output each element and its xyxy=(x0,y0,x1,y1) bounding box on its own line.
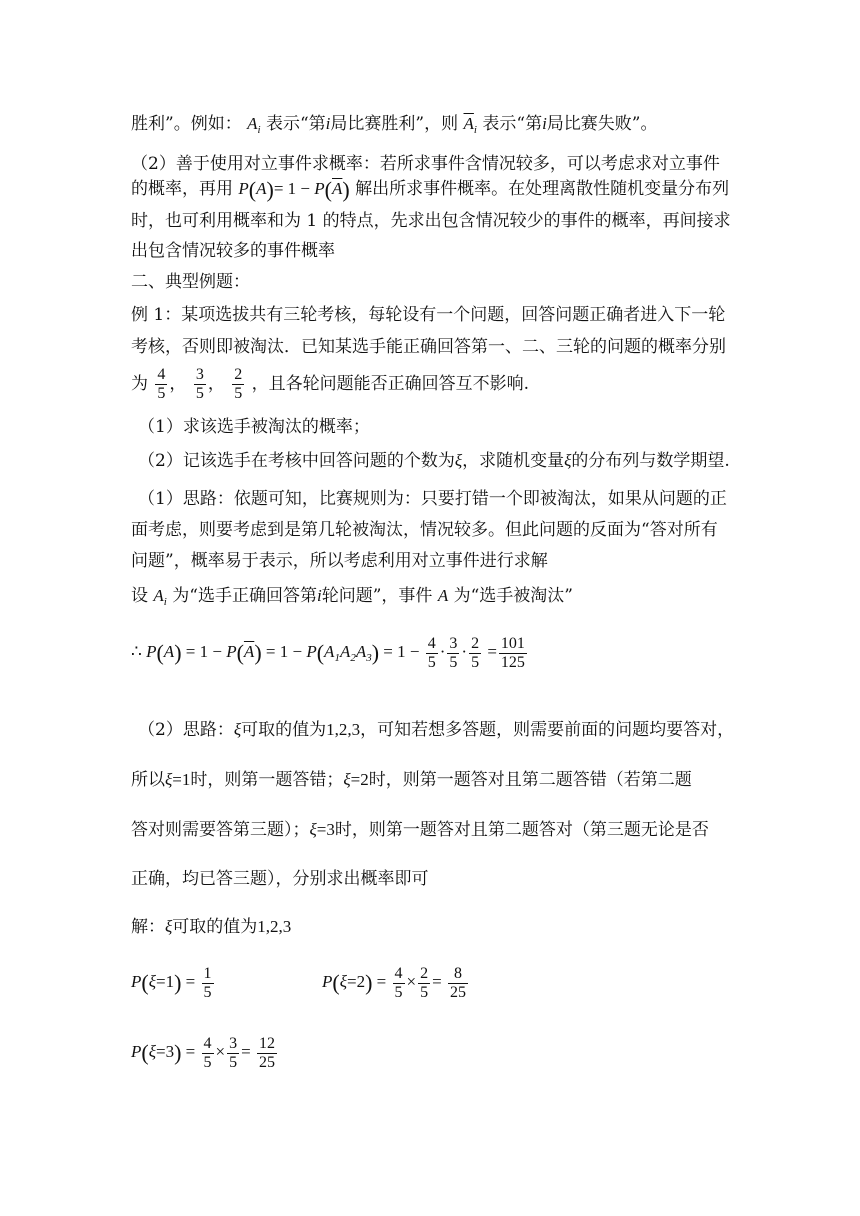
math-xi: ξ xyxy=(165,770,173,789)
fraction: $\frac{4}{5}$ xyxy=(427,634,436,671)
text: = 1 − xyxy=(265,642,307,661)
text: 时，则第一题答错； xyxy=(190,770,344,790)
text: 答对则需要答第三题）； xyxy=(131,820,310,840)
math-eq: =2 xyxy=(350,770,369,789)
fraction: $\frac{2}{5}$ xyxy=(420,964,429,1001)
text-line xyxy=(131,303,725,327)
text: 所以 xyxy=(131,770,165,790)
formula-p3: P(ξ=3) = $\frac{4}{5}$ × $\frac{3}{5}$ = $\frac{12}{25}$ xyxy=(131,1034,275,1071)
text-line xyxy=(131,867,429,891)
formula-eliminated: ∴ $P(A) = 1 - P(\overline{A}) = 1 - P(A_1A_2A_3) = 1$ − $\frac{4}{5}$ · $\frac{3}{5}$ · $\frac{2}{5}$ = $\frac{101}{125}$ xyxy=(131,634,525,671)
therefore-symbol: ∴ xyxy=(131,642,142,661)
math-xi: ξ xyxy=(165,917,173,936)
text: 解： xyxy=(131,917,165,937)
text: 局比赛胜利”，则 xyxy=(330,114,459,134)
text-line xyxy=(131,209,731,233)
math-xi: ξ xyxy=(343,770,351,789)
math-xi: ξ xyxy=(309,820,317,839)
section-heading xyxy=(131,270,250,294)
text: 胜利”。例如： xyxy=(131,114,242,134)
text: （2）思路： xyxy=(138,720,234,740)
math-A-bar: $\overline{A}_i$ xyxy=(463,114,477,136)
text: ，可知若想多答题，则需要前面的问题均要答对， xyxy=(360,720,735,740)
text-line xyxy=(131,915,291,939)
text-line xyxy=(131,818,709,842)
text: 正确，均已答三题），分别求出概率即可 xyxy=(131,869,429,889)
text: 解出所求事件概率。在处理离散性随机变量分布列 xyxy=(355,179,730,199)
text: 可取的值为 xyxy=(172,917,258,937)
text-line xyxy=(131,177,729,202)
text: （2）善于使用对立事件求概率：若所求事件含情况较多，可以考虑求对立事件 xyxy=(131,154,720,174)
fraction: $\frac{4}{5}$ xyxy=(203,1034,212,1071)
math-values: 1,2,3 xyxy=(326,720,361,739)
fraction: $\frac{2}{5}$ xyxy=(471,634,480,671)
formula-p2: P(ξ=2) = $\frac{4}{5}$ × $\frac{2}{5}$ = $\frac{8}{25}$ xyxy=(322,964,466,1001)
fraction-result: $\frac{12}{25}$ xyxy=(258,1034,275,1071)
text: 为“选手被淘汰” xyxy=(453,586,573,606)
text: 考核，否则即被淘汰．已知某选手能正确回答第一、二、三轮的问题的概率分别 xyxy=(131,337,726,357)
math-eq: =3 xyxy=(316,820,335,839)
text: （1）思路：依题可知，比赛规则为：只要打错一个即被淘汰，如果从问题的正 xyxy=(138,489,727,509)
text: 轮问题”，事件 xyxy=(321,586,433,606)
text-line: 为 $\frac{4}{5}$ ， $\frac{3}{5}$ ， $\frac{2}{5}$ ，且各轮问题能否正确回答互不影响. xyxy=(131,366,530,402)
text: 为“选手正确回答第 xyxy=(172,586,317,606)
text: 为 xyxy=(131,374,148,394)
fraction: $\frac{3}{5}$ xyxy=(229,1034,238,1071)
text: 时，则第一题答对且第二题答对（第三题无论是否 xyxy=(334,820,709,840)
text: 局比赛失败”。 xyxy=(546,114,658,134)
math-xi: ξ xyxy=(564,451,572,470)
text: = 1 − xyxy=(185,642,227,661)
text: 时，也可利用概率和为 1 的特点，先求出包含情况较少的事件的概率，再间接求 xyxy=(131,211,731,231)
text: （1）求该选手被淘汰的概率； xyxy=(138,417,370,437)
math-eq: =1 xyxy=(172,770,191,789)
fraction: $\frac{3}{5}$ xyxy=(195,366,204,402)
text-line xyxy=(131,518,718,542)
text: 问题”，概率易于表示，所以考虑利用对立事件进行求解 xyxy=(131,551,548,571)
math-values: 1,2,3 xyxy=(257,917,292,936)
text-line xyxy=(138,718,734,742)
text: 的概率，再用 xyxy=(131,179,233,199)
text: = 1 − xyxy=(383,642,424,661)
fraction: $\frac{1}{5}$ xyxy=(203,964,212,1001)
text: 面考虑，则要考虑到是第几轮被淘汰，情况较多。但此问题的反面为“答对所有 xyxy=(131,520,718,540)
math-xi: ξ xyxy=(233,720,242,739)
text-line xyxy=(131,768,692,792)
math-A: $A_i$ xyxy=(247,114,261,136)
text-line xyxy=(131,584,573,614)
fraction-result: $\frac{101}{125}$ xyxy=(500,634,525,671)
text-line xyxy=(138,449,730,473)
text: 时，则第一题答对且第二题答错（若第二题 xyxy=(368,770,692,790)
text-line xyxy=(131,335,726,359)
text: 表示“第 xyxy=(482,114,543,134)
math-A: $A_i$ xyxy=(153,586,167,608)
text: 表示“第 xyxy=(265,114,326,134)
text-line xyxy=(138,415,370,439)
text: （2）记该选手在考核中回答问题的个数为 xyxy=(138,451,455,471)
text-line xyxy=(131,112,658,142)
text: 可取的值为 xyxy=(241,720,327,740)
text-line xyxy=(138,487,727,511)
math-i: i xyxy=(542,114,547,133)
formula-complement: $P(A)= 1 - P(\overline{A})$ xyxy=(238,177,350,203)
formula-p1: P(ξ=1) = $\frac{1}{5}$ xyxy=(131,964,212,1001)
fraction: $\frac{2}{5}$ xyxy=(234,366,243,402)
text-line xyxy=(131,549,548,573)
text: 设 xyxy=(131,586,148,606)
text: 出包含情况较多的事件概率 xyxy=(131,241,335,261)
math-A: A xyxy=(437,586,449,605)
math-i: i xyxy=(316,586,322,605)
text: 的分布列与数学期望. xyxy=(571,451,730,471)
text-line xyxy=(131,239,335,263)
fraction-result: $\frac{8}{25}$ xyxy=(449,964,466,1001)
text: ，且各轮问题能否正确回答互不影响. xyxy=(251,374,530,394)
fraction: $\frac{4}{5}$ xyxy=(157,366,166,402)
text: ，求随机变量 xyxy=(462,451,565,471)
math-i: i xyxy=(325,114,331,133)
text: 例 1：某项选拔共有三轮考核，每轮设有一个问题，回答问题正确者进入下一轮 xyxy=(131,305,726,325)
text: 二、典型例题： xyxy=(131,272,250,292)
text-line xyxy=(131,152,720,176)
fraction: $\frac{3}{5}$ xyxy=(449,634,458,671)
fraction: $\frac{4}{5}$ xyxy=(394,964,403,1001)
math-xi: ξ xyxy=(454,451,463,470)
